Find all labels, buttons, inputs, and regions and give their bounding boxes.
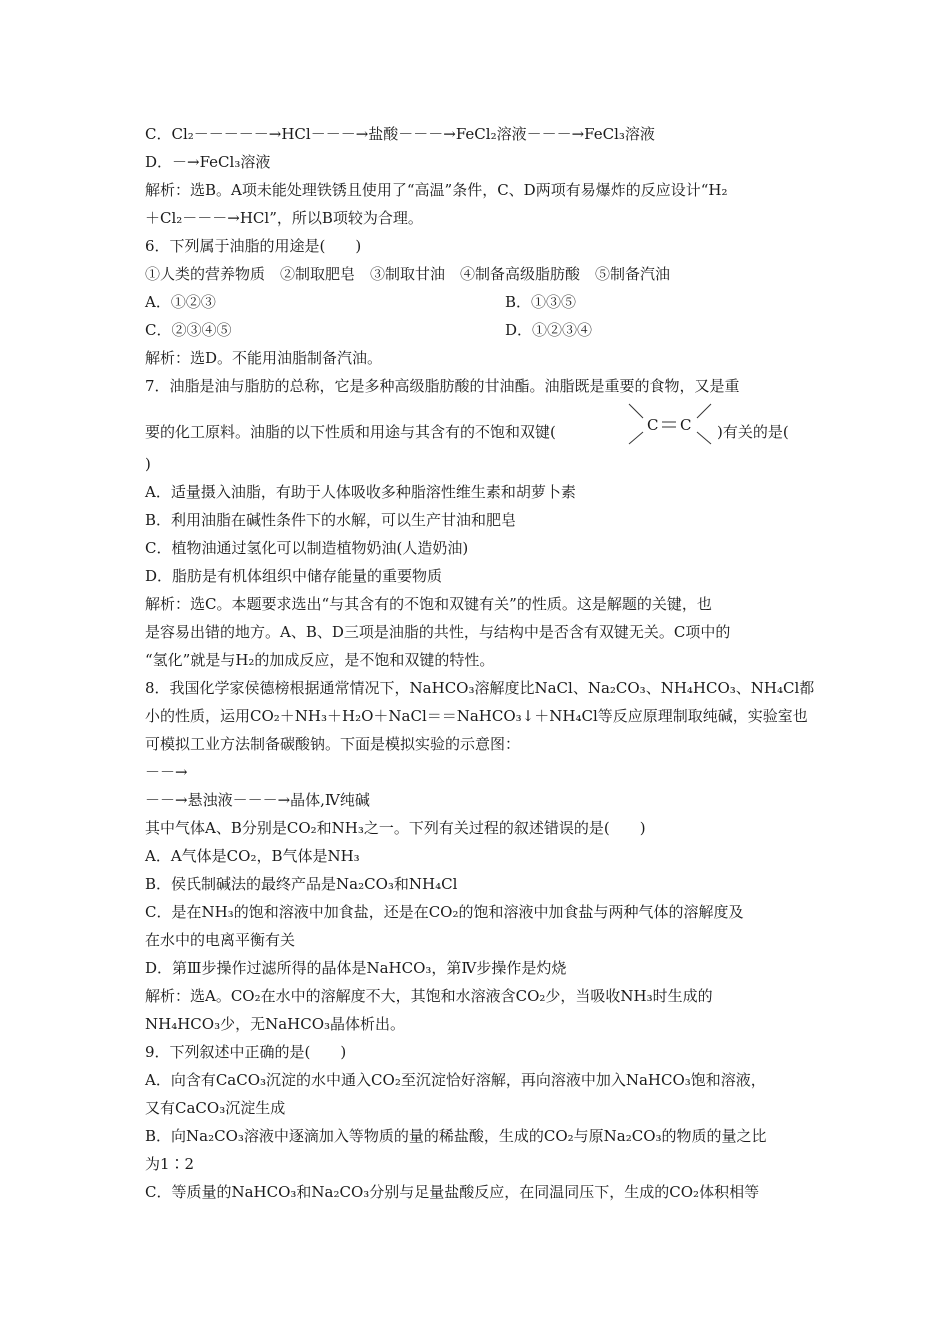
q6-option-c: C．②③④⑤ xyxy=(145,321,232,339)
q6-option-a: A．①②③ xyxy=(145,293,216,311)
q6-options-row1 xyxy=(145,288,810,316)
q7-option-d: D．脂肪是有机体组织中储存能量的重要物质 xyxy=(145,567,443,585)
q5-option-c: C．Cl₂－－－－－→HCl－－－→盐酸－－－→FeCl₂溶液－－－→FeCl₃溶液 xyxy=(145,125,655,143)
q8-option-c-line2: 在水中的电离平衡有关 xyxy=(145,931,296,949)
q6-stem: 6．下列属于油脂的用途是( ) xyxy=(145,237,362,255)
q7-option-a: A．适量摄入油脂，有助于人体吸收多种脂溶性维生素和胡萝卜素 xyxy=(145,483,576,501)
q5-analysis-line2: ＋Cl₂－－－→HCl”，所以B项较为合理。 xyxy=(145,209,423,227)
q8-diagram-line2: －－→悬浊液－－－→晶体,Ⅳ纯碱 xyxy=(145,791,370,809)
q8-question: 其中气体A、B分别是CO₂和NH₃之一。下列有关过程的叙述错误的是( ) xyxy=(145,819,646,837)
q9-option-c: C．等质量的NaHCO₃和Na₂CO₃分别与足量盐酸反应，在同温同压下，生成的CO₂体积相等 xyxy=(145,1183,760,1201)
q8-option-c-line1: C．是在NH₃的饱和溶液中加食盐，还是在CO₂的饱和溶液中加食盐与两种气体的溶解度及 xyxy=(145,903,744,921)
q7-analysis-line3: “氢化”就是与H₂的加成反应，是不饱和双键的特性。 xyxy=(145,651,495,669)
q5-analysis-line1: 解析：选B。A项未能处理铁锈且使用了“高温”条件，C、D两项有易爆炸的反应设计“H₂ xyxy=(145,181,728,199)
q9-stem: 9．下列叙述中正确的是( ) xyxy=(145,1043,347,1061)
q5-option-d: D．－→FeCl₃溶液 xyxy=(145,153,271,171)
q7-analysis-line2: 是容易出错的地方。A、B、D三项是油脂的共性，与结构中是否含有双键无关。C项中的 xyxy=(145,623,731,641)
q8-option-a: A．A气体是CO₂，B气体是NH₃ xyxy=(145,847,360,865)
document-page xyxy=(145,120,815,1206)
q9-option-a-line1: A．向含有CaCO₃沉淀的水中通入CO₂至沉淀恰好溶解，再向溶液中加入NaHCO₃饱和溶液， xyxy=(145,1071,766,1089)
q7-option-c: C．植物油通过氢化可以制造植物奶油(人造奶油) xyxy=(145,539,469,557)
q9-option-a-line2: 又有CaCO₃沉淀生成 xyxy=(145,1099,286,1117)
q7-analysis-line1: 解析：选C。本题要求选出“与其含有的不饱和双键有关”的性质。这是解题的关键，也 xyxy=(145,595,712,613)
double-bond-structure xyxy=(623,400,717,450)
q8-stem-line3: 可模拟工业方法制备碳酸钠。下面是模拟实验的示意图： xyxy=(145,735,521,753)
bond-carbon-left: C xyxy=(647,416,659,434)
q7-stem-line3: ) xyxy=(145,455,151,473)
q9-option-b-line1: B．向Na₂CO₃溶液中逐滴加入等物质的量的稀盐酸，生成的CO₂与原Na₂CO₃的物质的量之比 xyxy=(145,1127,767,1145)
q7-stem-line2-text: 要的化工原料。油脂的以下性质和用途与其含有的不饱和双键( xyxy=(145,423,556,441)
q8-option-b: B．侯氏制碱法的最终产品是Na₂CO₃和NH₄Cl xyxy=(145,875,458,893)
q6-analysis: 解析：选D。不能用油脂制备汽油。 xyxy=(145,349,383,367)
q7-stem-line2 xyxy=(145,400,810,450)
q6-options-row2 xyxy=(145,316,810,344)
q8-analysis-line1: 解析：选A。CO₂在水中的溶解度不大，其饱和水溶液含CO₂少，当吸收NH₃时生成的 xyxy=(145,987,713,1005)
q6-items: ①人类的营养物质 ②制取肥皂 ③制取甘油 ④制备高级脂肪酸 ⑤制备汽油 xyxy=(145,265,671,283)
q6-option-b: B．①③⑤ xyxy=(505,293,577,311)
q6-option-d: D．①②③④ xyxy=(505,321,593,339)
q8-stem-line2: 小的性质，运用CO₂＋NH₃＋H₂O＋NaCl＝＝NaHCO₃↓＋NH₄Cl等反应原理制取纯碱，实验室也 xyxy=(145,707,808,725)
q8-diagram-line1: －－→ xyxy=(145,763,188,781)
q7-option-b: B．利用油脂在碱性条件下的水解，可以生产甘油和肥皂 xyxy=(145,511,517,529)
q8-analysis-line2: NH₄HCO₃少，无NaHCO₃晶体析出。 xyxy=(145,1015,406,1033)
q9-option-b-line2: 为1∶2 xyxy=(145,1155,195,1173)
q8-option-d: D．第Ⅲ步操作过滤所得的晶体是NaHCO₃，第Ⅳ步操作是灼烧 xyxy=(145,959,567,977)
bond-carbon-right: C xyxy=(680,416,692,434)
q8-stem-line1: 8．我国化学家侯德榜根据通常情况下，NaHCO₃溶解度比NaCl、Na₂CO₃、NH₄HCO₃、NH₄Cl都 xyxy=(145,679,815,697)
q7-stem-line1: 7．油脂是油与脂肪的总称，它是多种高级脂肪酸的甘油酯。油脂既是重要的食物，又是重 xyxy=(145,377,740,395)
q7-stem-line2-tail: )有关的是( xyxy=(717,423,789,441)
